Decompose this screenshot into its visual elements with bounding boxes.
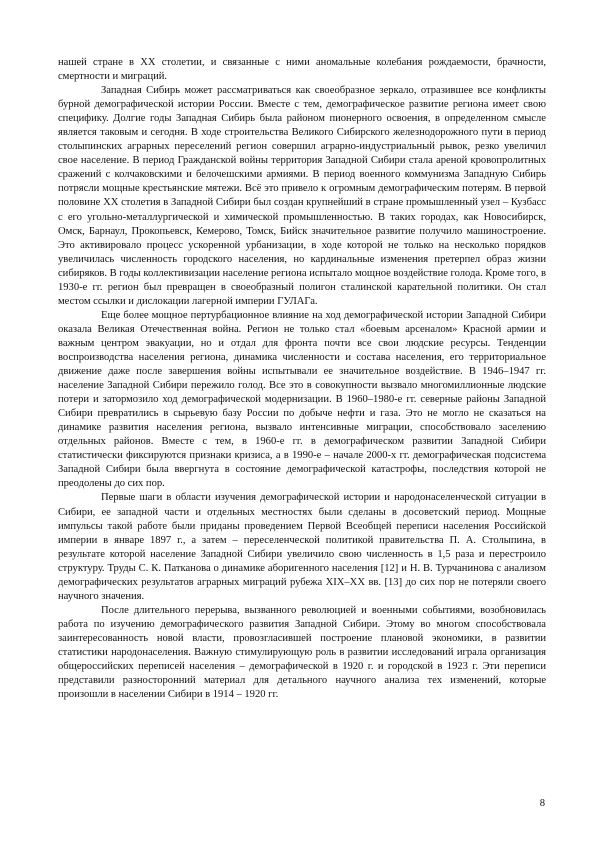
paragraph-west-siberia-mirror: Западная Сибирь может рассматриваться как своеобразное зеркало, отразившее все конфликты бурной демографической истории России. Вместе с тем, демографическое развитие региона имеет свою специфику. Долгие годы Западная Сибирь была районом пионерного освоения, в определенном смысле является таковым и сегодня. В ходе строительства Великого Сибирского железнодорожного пути в период столыпинских аграрных переселений регион совершил аграрно-индустриальный рывок, резко увеличил свое население. В период Гражданской войны территория Западной Сибири стала ареной кровопролитных сражений с колчаковскими и белочешскими армиями. В период военного коммунизма Западную Сибирь потрясли мощные крестьянские мятежи. Всё это привело к огромным демографическим потерям. В первой половине ХХ столетия в Западной Сибири был создан крупнейший в стране промышленный узел – Кузбасс с его угольно-металлургической и химической промышленностью. В таких городах, как Новосибирск, Омск, Барнаул, Прокопьевск, Кемерово, Томск, Бийск значительное развитие получило машиностроение. Это активировало процесс ускоренной урбанизации, в ходе которой не только на несколько порядков увеличилась численность городского населения, но кардинальные изменения претерпел образ жизни сибиряков. В годы коллективизации население региона испытало мощное воздействие голода. Кроме того, в 1930-е гг. регион был превращен в своеобразный полигон сталинской карательной политики. Он стал местом ссылки и дислокации лагерной империи ГУЛАГа. xyxy=(58,85,546,307)
paragraph-first-steps-research: Первые шаги в области изучения демографической истории и народонаселенческой ситуации в Сибири, ее западной части и отдельных местностях были сделаны в досоветский период. Мощные импульсы такой работе были приданы проведением Первой Всеобщей переписи населения Российской империи в январе 1897 г., а затем – переселенческой политикой правительства П. А. Столыпина, в результате которой население Западной Сибири увеличило свою численность в 1,5 раза и перестроило структуру. Труды С. К. Патканова о динамике аборигенного населения [12] и Н. В. Турчанинова с анализом демографических результатов аграрных миграций рубежа XIX–XX вв. [13] до сих пор не потеряли своего научного значения. xyxy=(58,492,546,602)
paragraph-great-patriotic-war: Еще более мощное пертурбационное влияние на ход демографической истории Западной Сибири оказала Великая Отечественная война. Регион не только стал «боевым арсеналом» Красной армии и важным центром эвакуации, но и отдал для фронта почти все свои людские ресурсы. Тенденции воспроизводства населения региона, динамика численности и состава населения, его территориальное движение даже после завершения войны испытывали ее значительное воздействие. В 1946–1947 гг. население Западной Сибири пережило голод. Все это в совокупности вызвало многомиллионные людские потери и затормозило ход демографической модернизации. В 1960–1980-е гг. северные районы Западной Сибири превратились в сырьевую базу России по добыче нефти и газа. Это не могло не сказаться на динамике развития населения региона, вызвало интенсивные миграции, способствовало заселению отдельных районов. Вместе с тем, в 1960-е гг. в демографическом развитии Западной Сибири статистически фиксируются признаки кризиса, а в 1990-е – начале 2000-х гг. демографическая подсистема Западной Сибири была ввергнута в состояние демографической катастрофы, последствия которой не преодолены до сих пор. xyxy=(58,309,546,490)
paragraph-continuation: нашей стране в ХХ столетии, и связанные с ними аномальные колебания рождаемости, брачности, смертности и миграций. xyxy=(58,57,546,83)
paragraph-after-break: После длительного перерыва, вызванного революцией и военными событиями, возобновилась работа по изучению демографического развития Западной Сибири. Этому во многом способствовала заинтересованность новой власти, провозгласившей построение плановой экономики, в развитии статистики народонаселения. Важную стимулирующую роль в развитии исследований играла организация общероссийских переписей населения – демографической в 1920 г. и городской в 1923 г. Эти переписи представили разносторонний материал для детального научного анализа тех изменений, которые произошли в населении Сибири в 1914 – 1920 гг. xyxy=(58,604,546,701)
page-body xyxy=(58,56,546,702)
page-number: 8 xyxy=(539,798,545,809)
